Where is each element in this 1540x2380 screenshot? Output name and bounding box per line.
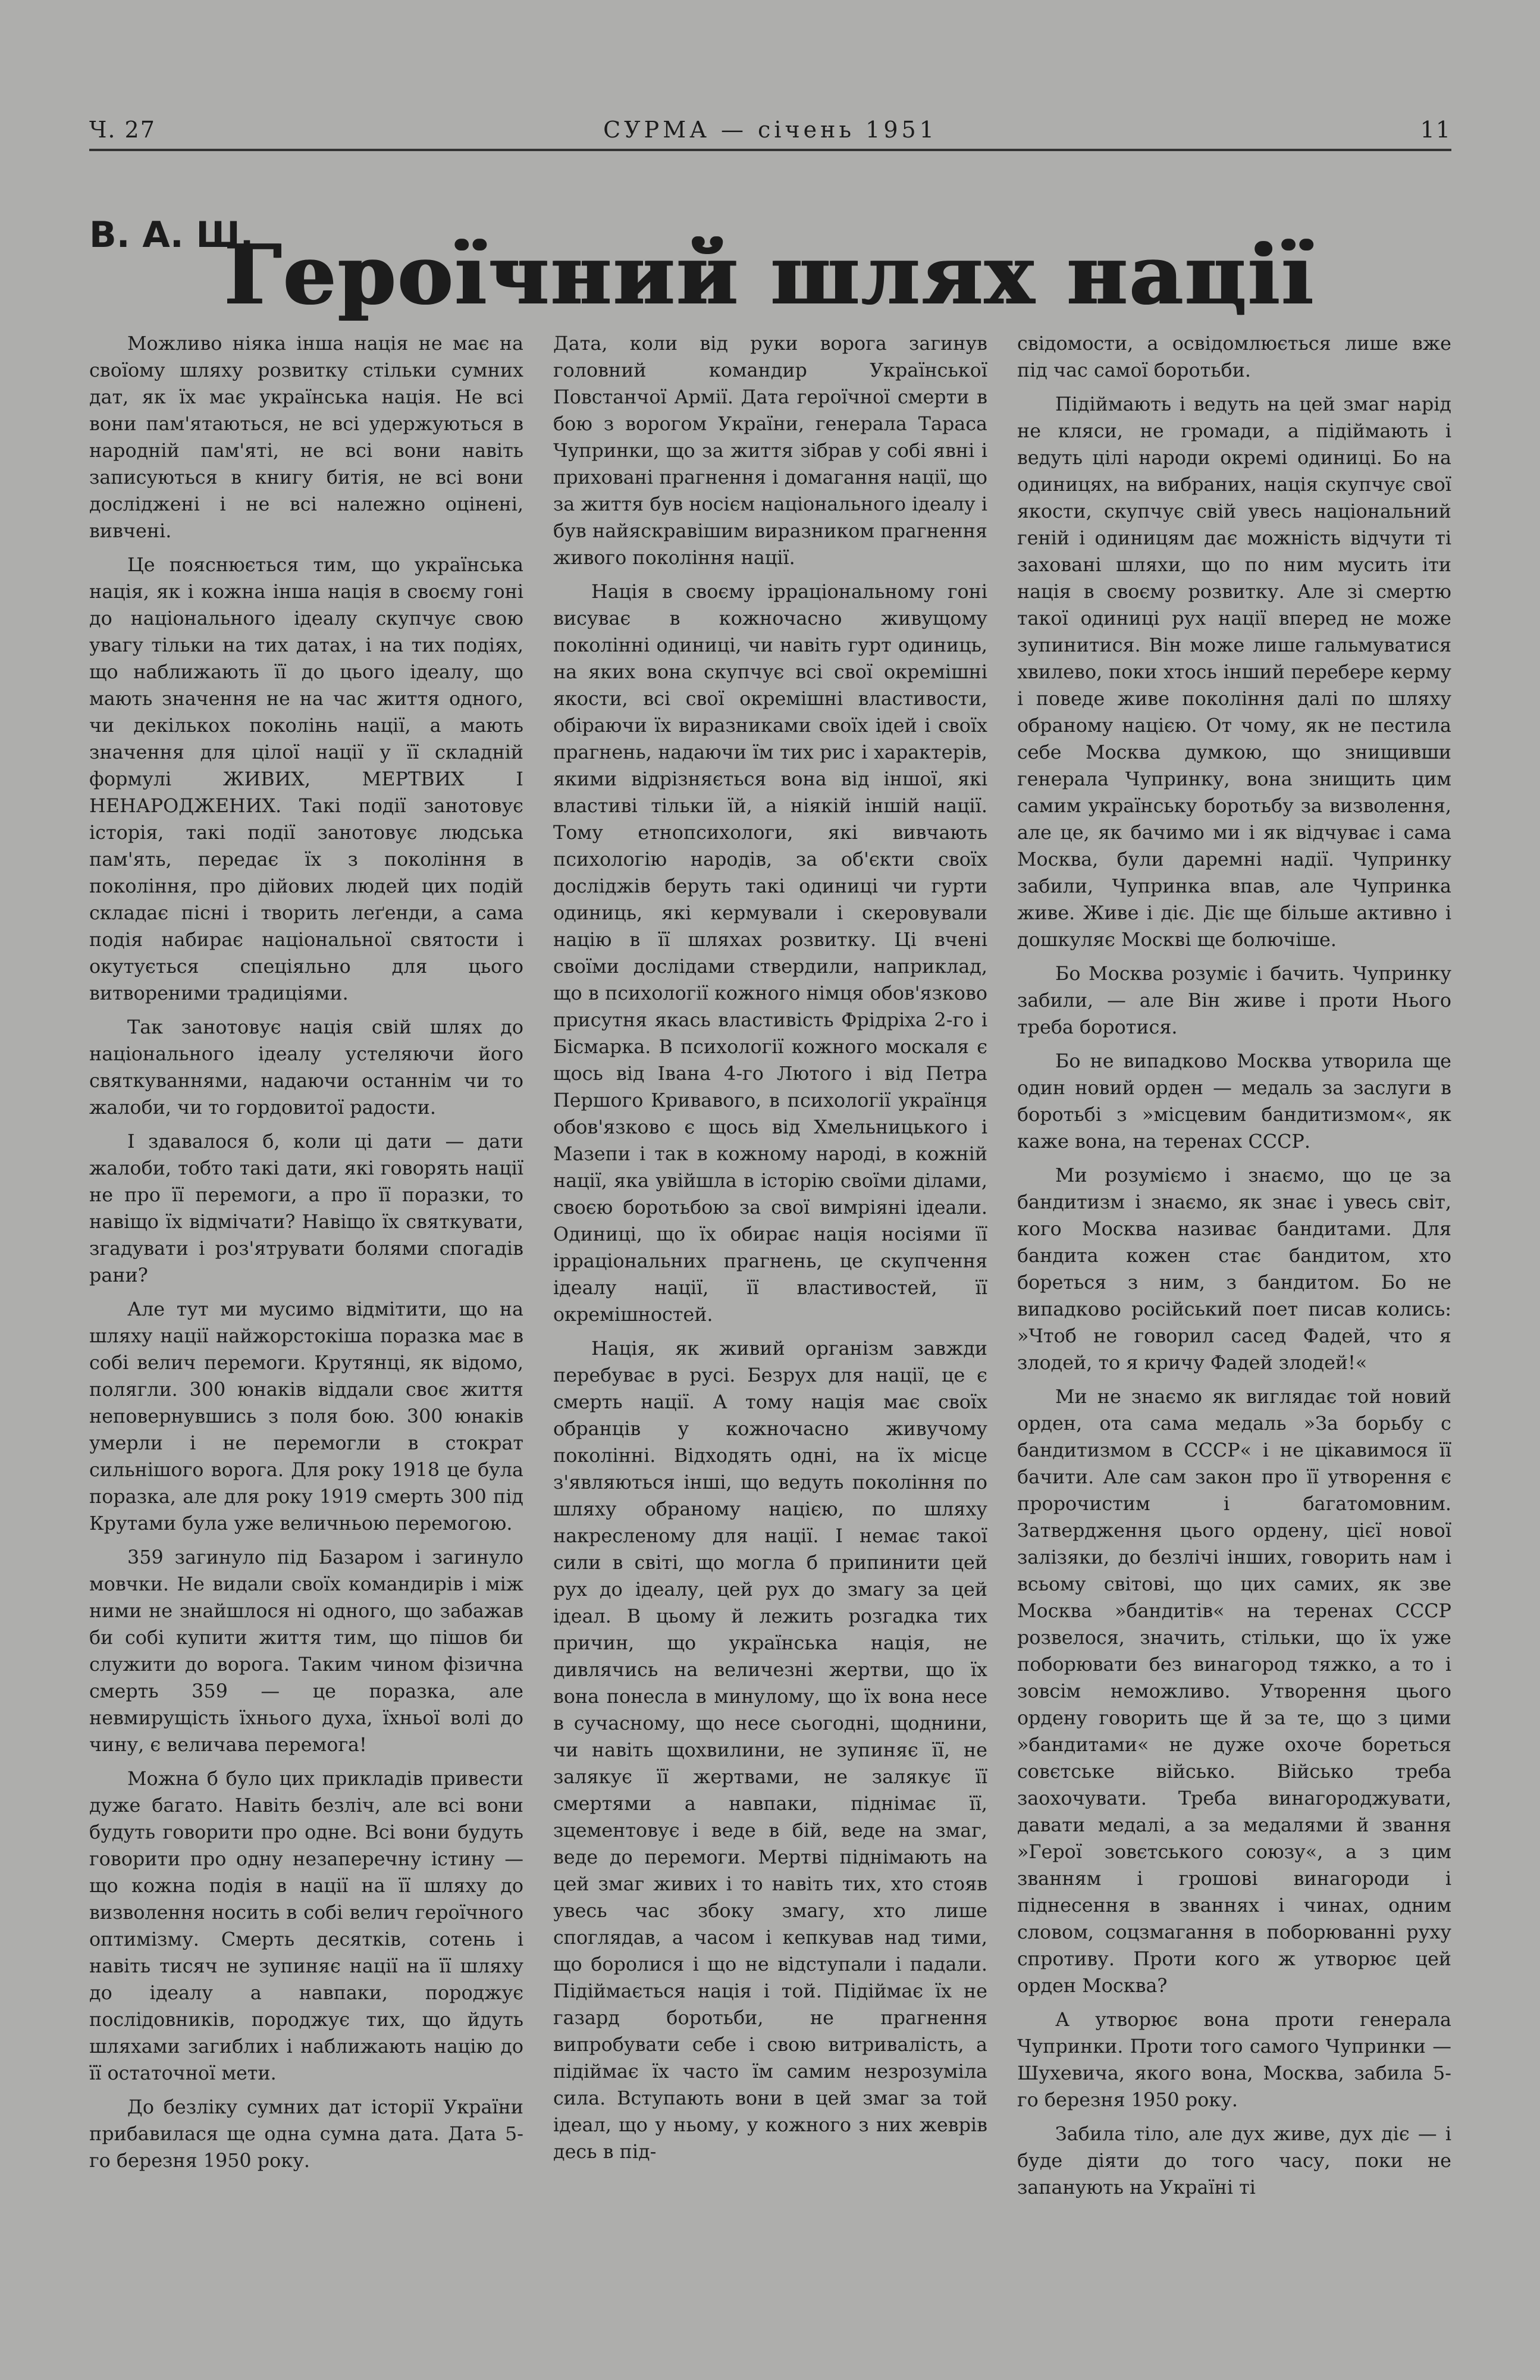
page-number: 11 xyxy=(1420,117,1451,143)
page-header xyxy=(89,113,1451,151)
paragraph: Бо не випадково Москва утворила ще один новий орден — медаль за заслуги в боротьбі з »місцевим бандитизмом«, як каже вона, на теренах СССР. xyxy=(1017,1050,1451,1153)
paragraph: 359 загинуло під Базаром і загинуло мовчки. Не видали своїх командирів і між ними не знайшлося ні одного, що забажав би собі купити життя тим, що пішов би служити до ворога. Таким чином фізична смерть 359 — це поразка, але невмирущість їхнього духа, їхньої волі до чину, є величава перемога! xyxy=(89,1546,523,1756)
paragraph: Так занотовує нація свій шлях до національного ідеалу устеляючи його святкуваннями, надаючи останнім чи то жалоби, чи то гордовитої радости. xyxy=(89,1016,523,1119)
paragraph: Бо Москва розуміє і бачить. Чупринку забили, — але Він живе і проти Нього треба боротися. xyxy=(1017,963,1451,1038)
masthead: СУРМА — січень 1951 xyxy=(603,117,937,143)
paragraph: А утворює вона проти генерала Чупринки. Проти того самого Чупринки — Шухевича, якого вона, Москва, забила 5-го березня 1950 року. xyxy=(1017,2009,1451,2111)
column-2 xyxy=(553,330,987,2258)
paragraph: свідомости, а освідомлюється лише вже під час самої боротьби. xyxy=(1017,333,1451,381)
article-author: В. А. Ш. xyxy=(89,214,254,256)
paragraph: Але тут ми мусимо відмітити, що на шляху нації найжорстокіша поразка має в собі велич перемоги. Крутянці, як відомо, полягли. 300 юнаків віддали своє життя неповернувшись з поля бою. 300 юнаків умерли і не перемогли в стократ сильнішого ворога. Для року 1918 це була поразка, але для року 1919 смерть 300 під Крутами була уже величньою перемогою. xyxy=(89,1298,523,1535)
paragraph: Дата, коли від руки ворога загинув головний командир Української Повстанчої Армії. Дата героїчної смерти в бою з ворогом України, генерала Тараса Чупринки, що за життя зібрав у собі явні і приховані прагнення і домагання нації, що за життя був носієм національного ідеалу і був найяскравішим виразником прагнення живого покоління нації. xyxy=(553,333,987,569)
paragraph: Ми не знаємо як виглядає той новий орден, ота сама медаль »За борьбу с бандитизмом в СССР« і не цікавимося її бачити. Але сам закон про її утворення є пророчистим і багатомовним. Затвердження цього ордену, цієї нової залізяки, до безлічі інших, говорить нам і всьому світові, що цих самих, як зве Москва »бандитів« на теренах СССР розвелося, значить, стільки, що їх уже поборювати без винагород тяжко, а то і зовсім неможливо. Утворення цього ордену говорить ще й за те, що з цими »бандитами« не дуже охоче бореться совєтське військо. Військо треба заохочувати. Треба винагороджувати, давати медалі, а за медалями й звання »Герої зовєтського союзу«, а з цим званням і грошові винагороди і піднесення в званнях і чинах, одним словом, соцзмагання в поборюванні руху спротиву. Проти кого ж утворює цей орден Москва? xyxy=(1017,1386,1451,1997)
issue-number: Ч. 27 xyxy=(89,117,156,143)
paragraph: Можна б було цих прикладів привести дуже багато. Навіть безліч, але всі вони будуть говорити про одне. Всі вони будуть говорити про одну незаперечну істину — що кожна подія в нації на її шляху до визволення носить в собі велич героїчного оптимізму. Смерть десятків, сотень і навіть тисяч не зупиняє нації на її шляху до ідеалу а навпаки, породжує послідовників, породжує тих, що йдуть шляхами загиблих і наближають націю до її остаточної мети. xyxy=(89,1768,523,2084)
paragraph: До безліку сумних дат історії України прибавилася ще одна сумна дата. Дата 5-го березня 1950 року. xyxy=(89,2096,523,2172)
paragraph: Ми розуміємо і знаємо, що це за бандитизм і знаємо, як знає і увесь світ, кого Москва називає бандитами. Для бандита кожен стає бандитом, хто бореться з ним, з бандитом. Бо не випадково російський поет писав колись: »Чтоб не говорил сасед Фадей, что я злодей, то я кричу Фадей злодей!« xyxy=(1017,1164,1451,1374)
paragraph: Нація, як живий організм завжди перебуває в русі. Безрух для нації, це є смерть нації. А тому нація має своїх обранців у кожночасно живучому поколінні. Відходять одні, на їх місце з'являються інші, що ведуть покоління по шляху обраному нацією, по шляху накресленому для нації. І немає такої сили в світі, що могла б припинити цей рух до ідеалу, цей рух до змагу за цей ідеал. В цьому й лежить розгадка тих причин, що українська нація, не дивлячись на величезні жертви, що їх вона понесла в минулому, що їх вона несе в сучасному, що несе сьогодні, щоднини, чи навіть щохвилини, не зупиняє її, не залякує її жертвами, не залякує її смертями а навпаки, піднімає її, зцементовує і веде в бій, веде на змаг, веде до перемоги. Мертві піднімають на цей змаг живих і то навіть тих, хто стояв увесь час збоку змагу, хто лише споглядав, а часом і кепкував над тими, що боролися і що не відступали і падали. Підіймається нація і той. Підіймає їх не газард боротьби, не прагнення випробувати себе і свою витривалість, а підіймає їх часто їм самим незрозуміла сила. Вступають вони в цей змаг за той ідеал, що у ньому, у кожного з них жеврів десь в під- xyxy=(553,1338,987,2163)
column-1 xyxy=(89,330,523,2258)
paragraph: Забила тіло, але дух живе, дух діє — і буде діяти до того часу, поки не запанують на Україні ті xyxy=(1017,2123,1451,2199)
paragraph: Можливо ніяка інша нація не має на своїому шляху розвитку стільки сумних дат, як їх має українська нація. Не всі вони пам'ятаються, не всі удержуються в народній пам'яті, не всі вони навіть записуються в книгу битія, не всі вони досліджені і не всі належно оцінені, вивчені. xyxy=(89,333,523,542)
paragraph: Нація в своєму ірраціональному гоні висуває в кожночасно живущому поколінні одиниці, чи навіть гурт одиниць, на яких вона скупчує всі свої окремішні якости, всі свої окремішні властивости, обіраючи їх виразниками своїх ідей і своїх прагнень, надаючи їм тих рис і характерів, якими відрізняється вона від іншої, які властиві тільки їй, а ніякій іншій нації. Тому етнопсихологи, які вивчають психологію народів, за об'єкти своїх досліджів беруть такі одиниці чи гурти одиниць, які кермували і скеровували націю в її шляхах розвитку. Ці вчені своїми дослідами ствердили, наприклад, що в психології кожного німця обов'язково присутня якась властивість Фрідріха 2-го і Бісмарка. В психології кожного москаля є щось від Івана 4-го Лютого і від Петра Першого Кривавого, в психології українця обов'язково є щось від Хмельницького і Мазепи і так в кожному народі, в кожній нації, яка увійшла в історію своїми ділами, своєю боротьбою за свої вимріяні ідеали. Одиниці, що їх обирає нація носіями її ірраціональних прагнень, це скупчення ідеалу нації, її властивостей, її окремішностей. xyxy=(553,581,987,1326)
column-3 xyxy=(1017,330,1451,2258)
paragraph: І здавалося б, коли ці дати — дати жалоби, тобто такі дати, які говорять нації не про її перемоги, а про її поразки, то навіщо їх відмічати? Навіщо їх святкувати, згадувати і роз'ятрувати болями спогадів рани? xyxy=(89,1130,523,1286)
paragraph: Це пояснюється тим, що українська нація, як і кожна інша нація в своєму гоні до національного ідеалу скупчує свою увагу тільки на тих датах, і на тих подіях, що наближають її до цього ідеалу, що мають значення не на час життя одного, чи декількох поколінь нації, а мають значення для цілої нації у її складній формулі ЖИВИХ, МЕРТВИХ І НЕНАРОДЖЕНИХ. Такі події занотовує історія, такі події занотовує людська пам'ять, передає їх з покоління в покоління, про дійових людей цих подій складає пісні і творить леґенди, а сама подія набирає національної святости і окутується спеціяльно для цього витвореними традиціями. xyxy=(89,554,523,1004)
paragraph: Підіймають і ведуть на цей змаг нарід не кляси, не громади, а підіймають і ведуть цілі народи окремі одиниці. Бо на одиницях, на вибраних, нація скупчує свої якости, скупчує свій увесь національний геній і одиницям дає можність відчути ті заховані шляхи, що по ним мусить іти нація в своєму розвитку. Але зі смертю такої одиниці рух нації вперед не може зупинитися. Він може лише гальмуватися хвилево, поки хтось інший перебере керму і поведе живе покоління далі по шляху обраному нацією. От чому, як не пестила себе Москва думкою, що знищивши генерала Чупринку, вона знищить цим самим українську боротьбу за визволення, але це, як бачимо ми і як відчуває і сама Москва, були даремні надії. Чупринку забили, Чупринка впав, але Чупринка живе. Живе і діє. Діє ще більше активно і дошкуляє Москві ще болючіше. xyxy=(1017,393,1451,951)
article-body xyxy=(89,330,1451,2258)
article-title: Героїчний шлях нації xyxy=(224,226,1316,323)
